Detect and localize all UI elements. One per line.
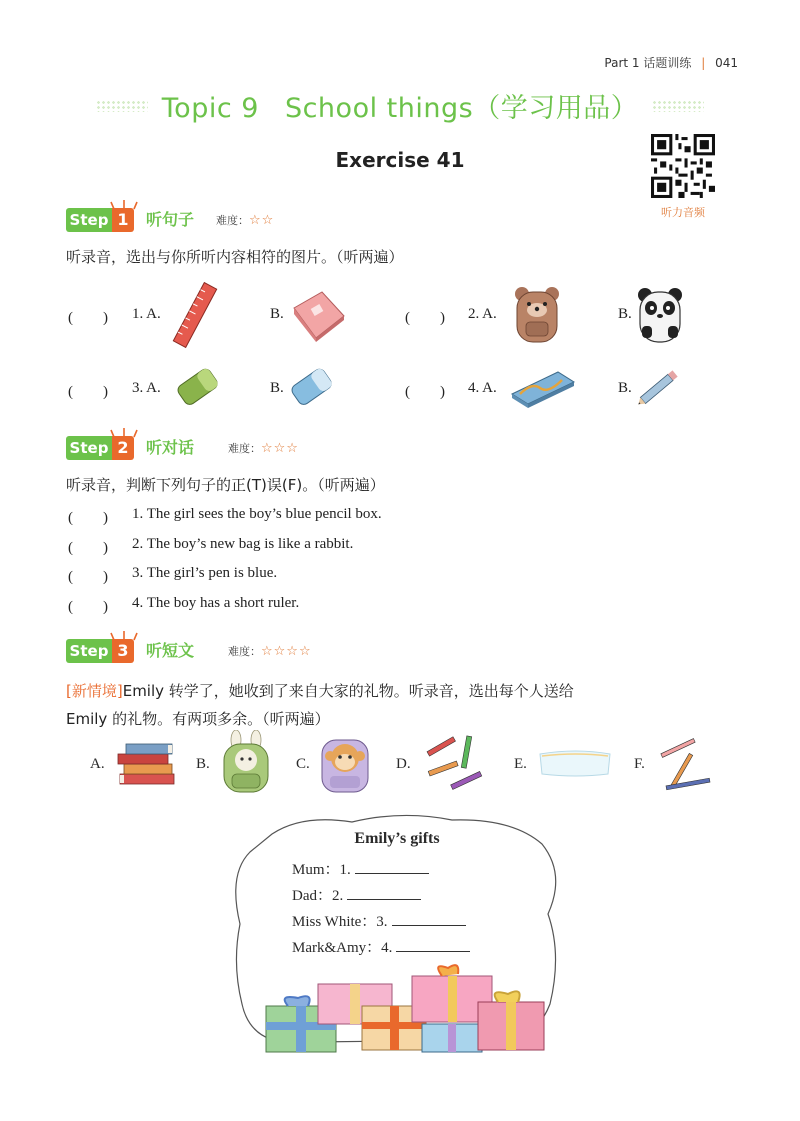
step1-instruction: 听录音，选出与你所听内容相符的图片。（听两遍）: [66, 248, 404, 266]
gift-line-label: Mark&Amy：4.: [292, 940, 393, 956]
q4-b: B.: [618, 380, 632, 396]
difficulty-label: 难度：: [228, 645, 261, 658]
q4-paren[interactable]: ( ): [405, 384, 445, 400]
step1-header: [66, 208, 326, 234]
difficulty-stars: ☆☆: [249, 213, 275, 228]
step2-header: [66, 436, 326, 462]
monkey-backpack-icon: [318, 732, 372, 794]
q2-num: 2. A.: [468, 306, 497, 322]
option-d-letter: D.: [396, 756, 411, 772]
qr-label: 听力音频: [661, 206, 705, 219]
running-head: [604, 54, 738, 71]
pencil-case-icon: [536, 744, 614, 780]
step1-number: 1: [112, 208, 134, 232]
pencil-icon: [632, 362, 686, 412]
panda-backpack-icon: [636, 286, 684, 344]
q1-paren[interactable]: ( ): [68, 310, 108, 326]
step3-instruction-line2: Emily 的礼物。有两项多余。（听两遍）: [66, 710, 330, 728]
difficulty-stars: ☆☆☆☆: [261, 644, 312, 659]
step1-badge: Step: [66, 208, 112, 232]
green-eraser-icon: [172, 362, 222, 410]
books-stack-icon: [116, 740, 178, 786]
rabbit-backpack-icon: [218, 730, 274, 794]
difficulty-label: 难度：: [228, 442, 261, 455]
tf4-text: 4. The boy has a short ruler.: [132, 595, 300, 611]
notebook-icon: [288, 288, 346, 342]
step3-instruction-line1: [66, 680, 574, 701]
topic-label: Topic 9: [161, 93, 259, 124]
difficulty-label: 难度：: [216, 214, 249, 227]
answer-blank[interactable]: [392, 911, 466, 926]
gift-line-3: [292, 910, 466, 931]
q3-paren[interactable]: ( ): [68, 384, 108, 400]
tf3-paren[interactable]: ( ): [68, 569, 108, 585]
option-c-letter: C.: [296, 756, 310, 772]
separator: |: [701, 56, 706, 70]
step3-number: 3: [112, 639, 134, 663]
gifts-title: Emily’s gifts: [354, 830, 440, 847]
ruler-icon: [172, 280, 218, 350]
scene-tag: [新情境]: [66, 682, 123, 700]
pencil-box-icon: [510, 368, 576, 408]
tf2-text: 2. The boy’s new bag is like a rabbit.: [132, 536, 354, 552]
step2-difficulty: [228, 438, 299, 460]
gift-line-label: Dad：2.: [292, 888, 344, 904]
step2-badge: Step: [66, 436, 112, 460]
step3-title: 听短文: [146, 641, 195, 660]
colored-pencils-icon: [420, 730, 490, 796]
option-b-letter: B.: [196, 756, 210, 772]
step2-instruction: 听录音，判断下列句子的正(T)误(F)。（听两遍）: [66, 476, 385, 494]
option-f-letter: F.: [634, 756, 645, 772]
step1-difficulty: [216, 210, 274, 232]
q4-num: 4. A.: [468, 380, 497, 396]
tf1-paren[interactable]: ( ): [68, 510, 108, 526]
gift-line-2: [292, 884, 421, 905]
step2-number: 2: [112, 436, 134, 460]
step3-difficulty: [228, 641, 312, 663]
part-label: Part 1: [604, 56, 640, 70]
option-a-letter: A.: [90, 756, 105, 772]
q1-num: 1. A.: [132, 306, 161, 322]
blue-eraser-icon: [286, 362, 336, 410]
topic-name: School things（学习用品）: [284, 93, 639, 124]
exercise-title: Exercise 41: [335, 148, 465, 172]
bear-backpack-icon: [512, 284, 562, 344]
answer-blank[interactable]: [396, 937, 470, 952]
difficulty-stars: ☆☆☆: [261, 441, 299, 456]
gift-line-4: [292, 936, 470, 957]
q3-num: 3. A.: [132, 380, 161, 396]
step1-title: 听句子: [146, 210, 195, 229]
option-e-letter: E.: [514, 756, 527, 772]
instruction-text: Emily 转学了，她收到了来自大家的礼物。听录音，选出每个人送给: [122, 682, 574, 700]
answer-blank[interactable]: [347, 885, 421, 900]
q1-b: B.: [270, 306, 284, 322]
qr-code-icon[interactable]: [651, 134, 715, 198]
gift-line-1: [292, 858, 429, 879]
tf2-paren[interactable]: ( ): [68, 540, 108, 556]
page-number: 041: [715, 56, 738, 70]
gift-line-label: Mum：1.: [292, 862, 351, 878]
q2-b: B.: [618, 306, 632, 322]
answer-blank[interactable]: [355, 859, 429, 874]
topic-title: [0, 86, 800, 125]
q3-b: B.: [270, 380, 284, 396]
step3-badge: Step: [66, 639, 112, 663]
q2-paren[interactable]: ( ): [405, 310, 445, 326]
section-label: 话题训练: [643, 56, 692, 70]
step3-header: [66, 639, 346, 665]
step2-title: 听对话: [146, 438, 195, 457]
tf1-text: 1. The girl sees the boy’s blue pencil box.: [132, 506, 382, 522]
pens-icon: [656, 732, 720, 796]
tf3-text: 3. The girl’s pen is blue.: [132, 565, 278, 581]
gift-line-label: Miss White：3.: [292, 914, 388, 930]
gift-boxes-icon: [262, 962, 552, 1054]
tf4-paren[interactable]: ( ): [68, 599, 108, 615]
